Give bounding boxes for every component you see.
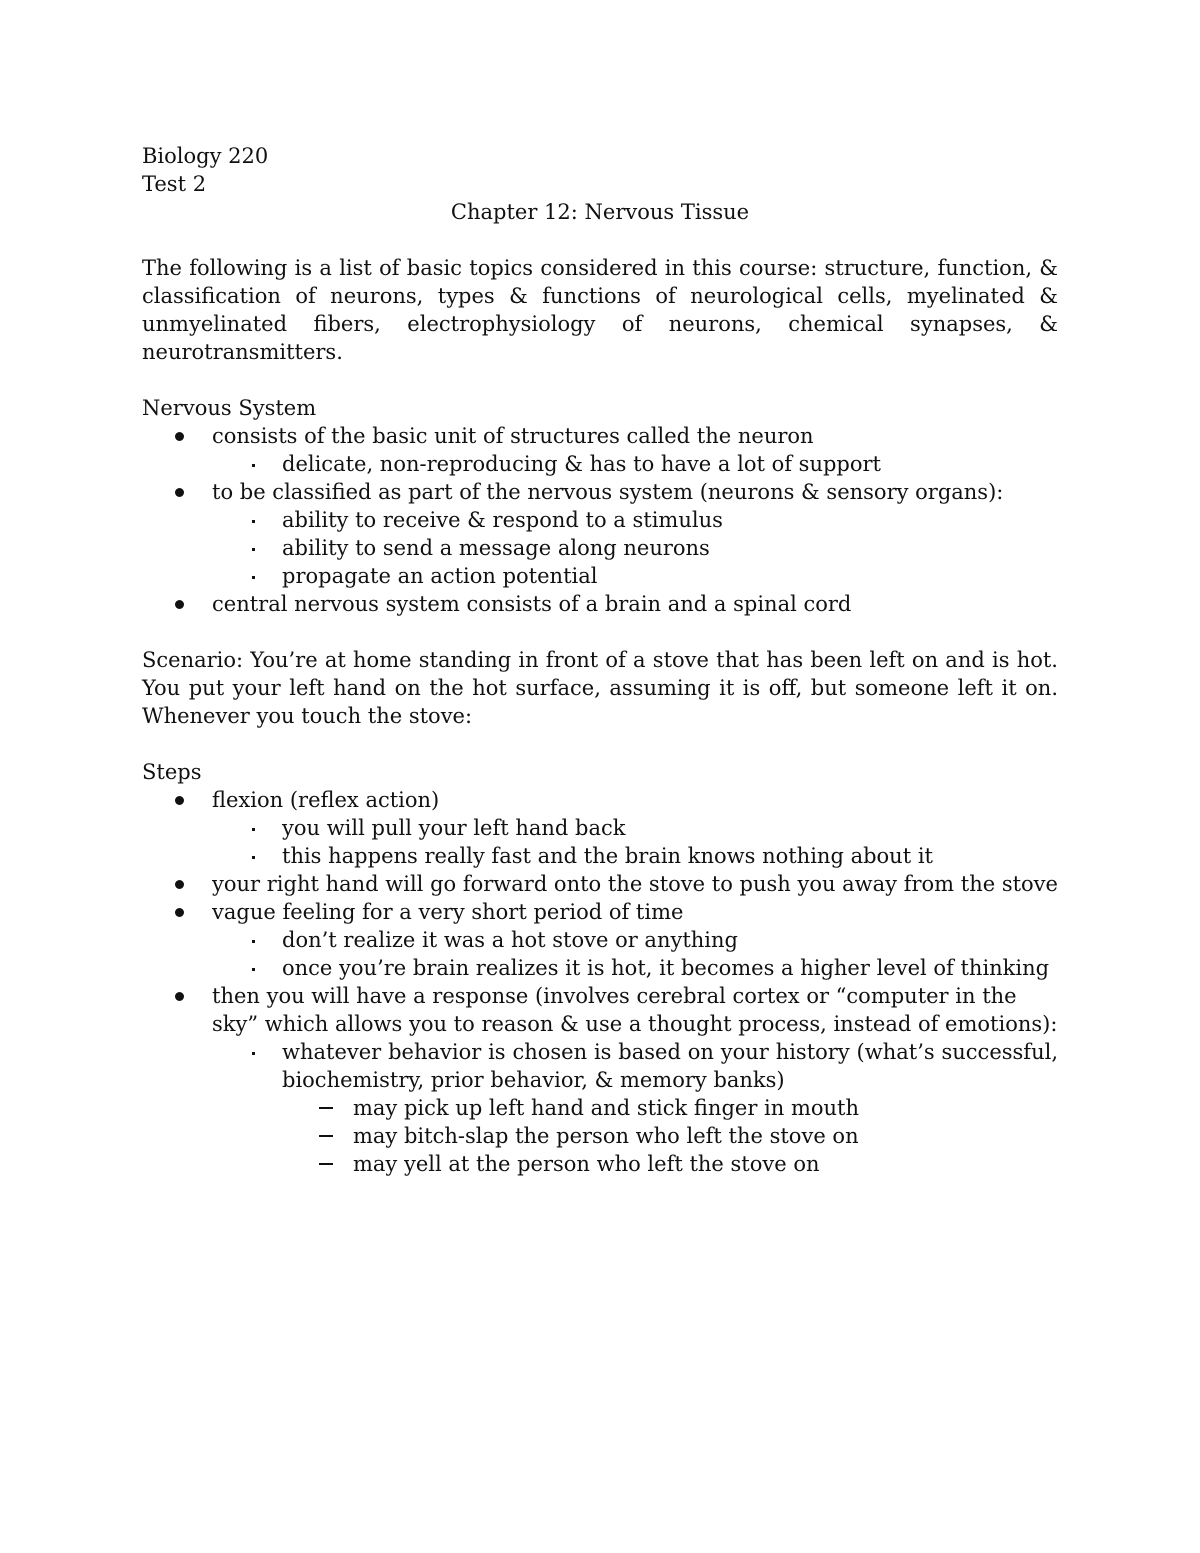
list-item: central nervous system consists of a brain and a spinal cord bbox=[142, 590, 1058, 618]
bullet-square-icon bbox=[252, 968, 255, 971]
list-item: may bitch-slap the person who left the stove on bbox=[142, 1122, 1058, 1150]
chapter-title: Chapter 12: Nervous Tissue bbox=[450, 200, 750, 224]
list-item: may pick up left hand and stick finger in mouth bbox=[142, 1094, 1058, 1122]
bullet-dash-icon bbox=[319, 1163, 333, 1165]
bullet-square-icon bbox=[252, 464, 255, 467]
list-item: to be classified as part of the nervous system (neurons & sensory organs): bbox=[142, 478, 1058, 506]
list-item: ability to send a message along neurons bbox=[142, 534, 1058, 562]
list-item: ability to receive & respond to a stimulus bbox=[142, 506, 1058, 534]
bullet-square-icon bbox=[252, 520, 255, 523]
list-item: once you’re brain realizes it is hot, it becomes a higher level of thinking bbox=[142, 954, 1058, 982]
bullet-dot-icon bbox=[175, 600, 184, 609]
list-item: your right hand will go forward onto the stove to push you away from the stove bbox=[142, 870, 1058, 898]
document-page bbox=[142, 142, 1058, 1178]
list-item: propagate an action potential bbox=[142, 562, 1058, 590]
bullet-square-icon bbox=[252, 548, 255, 551]
test-label: Test 2 bbox=[142, 172, 207, 196]
steps-list bbox=[142, 786, 1058, 1178]
intro-paragraph: The following is a list of basic topics considered in this course: structure, function, & classification of neurons, types & functions of neurological cells, myelinated & unmyelinated fibers, electrophysiology of neurons, chemical synapses, & neurotransmitters. bbox=[142, 256, 1058, 364]
bullet-dash-icon bbox=[319, 1135, 333, 1137]
bullet-dash-icon bbox=[319, 1107, 333, 1109]
course-name: Biology 220 bbox=[142, 144, 269, 168]
bullet-square-icon bbox=[252, 856, 255, 859]
bullet-square-icon bbox=[252, 940, 255, 943]
steps-heading: Steps bbox=[142, 760, 202, 784]
nervous-system-heading: Nervous System bbox=[142, 396, 317, 420]
bullet-dot-icon bbox=[175, 796, 184, 805]
bullet-dot-icon bbox=[175, 992, 184, 1001]
bullet-square-icon bbox=[252, 828, 255, 831]
list-item: vague feeling for a very short period of time bbox=[142, 898, 1058, 926]
bullet-dot-icon bbox=[175, 432, 184, 441]
list-item: whatever behavior is chosen is based on your history (what’s successful, biochemistry, prior behavior, & memory banks) bbox=[142, 1038, 1058, 1094]
scenario-paragraph: Scenario: You’re at home standing in front of a stove that has been left on and is hot. You put your left hand on the hot surface, assuming it is off, but someone left it on. Whenever you touch the stove: bbox=[142, 648, 1058, 728]
list-item: delicate, non-reproducing & has to have a lot of support bbox=[142, 450, 1058, 478]
list-item: don’t realize it was a hot stove or anything bbox=[142, 926, 1058, 954]
bullet-square-icon bbox=[252, 1052, 255, 1055]
bullet-dot-icon bbox=[175, 880, 184, 889]
bullet-square-icon bbox=[252, 576, 255, 579]
nervous-system-list bbox=[142, 422, 1058, 618]
list-item: consists of the basic unit of structures called the neuron bbox=[142, 422, 1058, 450]
list-item: you will pull your left hand back bbox=[142, 814, 1058, 842]
list-item: may yell at the person who left the stove on bbox=[142, 1150, 1058, 1178]
bullet-dot-icon bbox=[175, 908, 184, 917]
bullet-dot-icon bbox=[175, 488, 184, 497]
list-item: this happens really fast and the brain knows nothing about it bbox=[142, 842, 1058, 870]
list-item: flexion (reflex action) bbox=[142, 786, 1058, 814]
list-item: then you will have a response (involves cerebral cortex or “computer in the sky” which allows you to reason & use a thought process, instead of emotions): bbox=[142, 982, 1058, 1038]
